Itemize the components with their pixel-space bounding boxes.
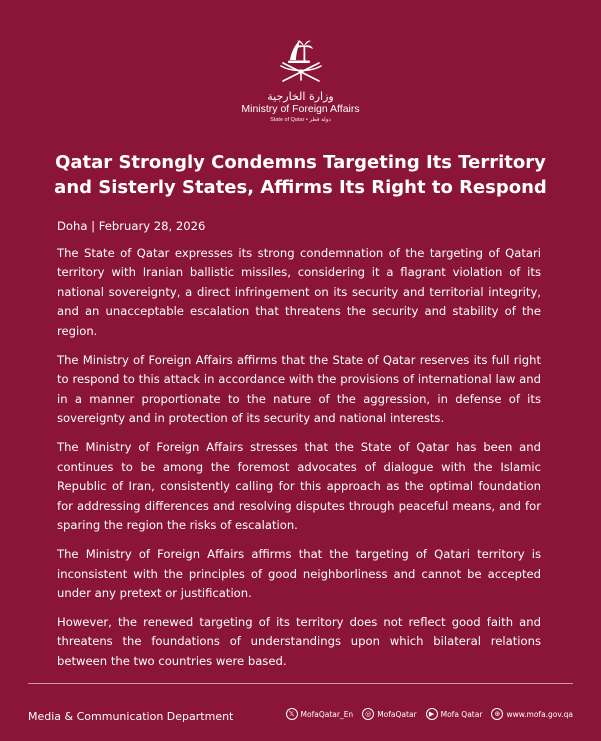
dateline: Doha | February 28, 2026 — [57, 219, 206, 233]
website-url: www.mofa.gov.qa — [506, 709, 573, 719]
social-link-instagram[interactable] — [362, 708, 416, 720]
footer — [28, 708, 573, 726]
paragraph: The Ministry of Foreign Affairs affirms that the targeting of Qatari territory is inconsistent with the principles of good neighborliness and cannot be accepted under any pretext or justification. — [57, 546, 541, 601]
emblem-icon — [276, 36, 326, 88]
state-of-qatar-label: State of Qatar • دولة قطر — [270, 117, 331, 123]
title-line-1: Qatar Strongly Condemns Targeting Its Territory — [55, 152, 546, 173]
social-handle: MofaQatar — [377, 709, 417, 719]
social-link-youtube[interactable] — [426, 708, 483, 720]
social-handle: MofaQatar_En — [300, 709, 354, 719]
social-handle: Mofa Qatar — [440, 709, 483, 719]
instagram-icon: ◎ — [362, 708, 374, 720]
paragraph: The Ministry of Foreign Affairs affirms that the State of Qatar reserves its full right to respond to this attack in accordance with the provisions of international law and in a manner proportionate to the nature of the aggression, in defense of its sovereignty and in protection of its security and national interests. — [57, 352, 541, 426]
footer-divider — [28, 683, 573, 684]
social-link-x[interactable] — [286, 708, 354, 720]
ministry-name-arabic: وزارة الخارجية — [267, 90, 334, 103]
title-line-2: and Sisterly States, Affirms Its Right to Respond — [54, 177, 547, 198]
social-link-website[interactable] — [491, 708, 573, 720]
paragraph: The State of Qatar expresses its strong condemnation of the targeting of Qatari territory with Iranian ballistic missiles, considering it a flagrant violation of its national sovereignty, a direct infringement on its security and territorial integrity, and an unacceptable escalation that threatens the security and stability of the region. — [57, 245, 541, 338]
youtube-icon: ▶ — [426, 708, 438, 720]
page-title — [30, 150, 571, 200]
paragraph: The Ministry of Foreign Affairs stresses that the State of Qatar has been and continues to be among the foremost advocates of dialogue with the Islamic Republic of Iran, consistently calling for this approach as the optimal foundation for addressing differences and resolving disputes through peaceful means, and for sparing the region the risks of escalation. — [57, 439, 541, 533]
x-icon: 𝕏 — [286, 708, 298, 720]
statement-body — [57, 217, 541, 680]
ministry-logo — [0, 36, 601, 124]
ministry-name-english: Ministry of Foreign Affairs — [241, 103, 360, 115]
paragraph: However, the renewed targeting of its territory does not reflect good faith and threatens the foundations of understandings upon which bilateral relations between the two countries were based. — [57, 614, 541, 668]
social-links — [277, 708, 573, 720]
department-name: Media & Communication Department — [28, 710, 234, 723]
web-icon: ⊕ — [491, 708, 503, 720]
